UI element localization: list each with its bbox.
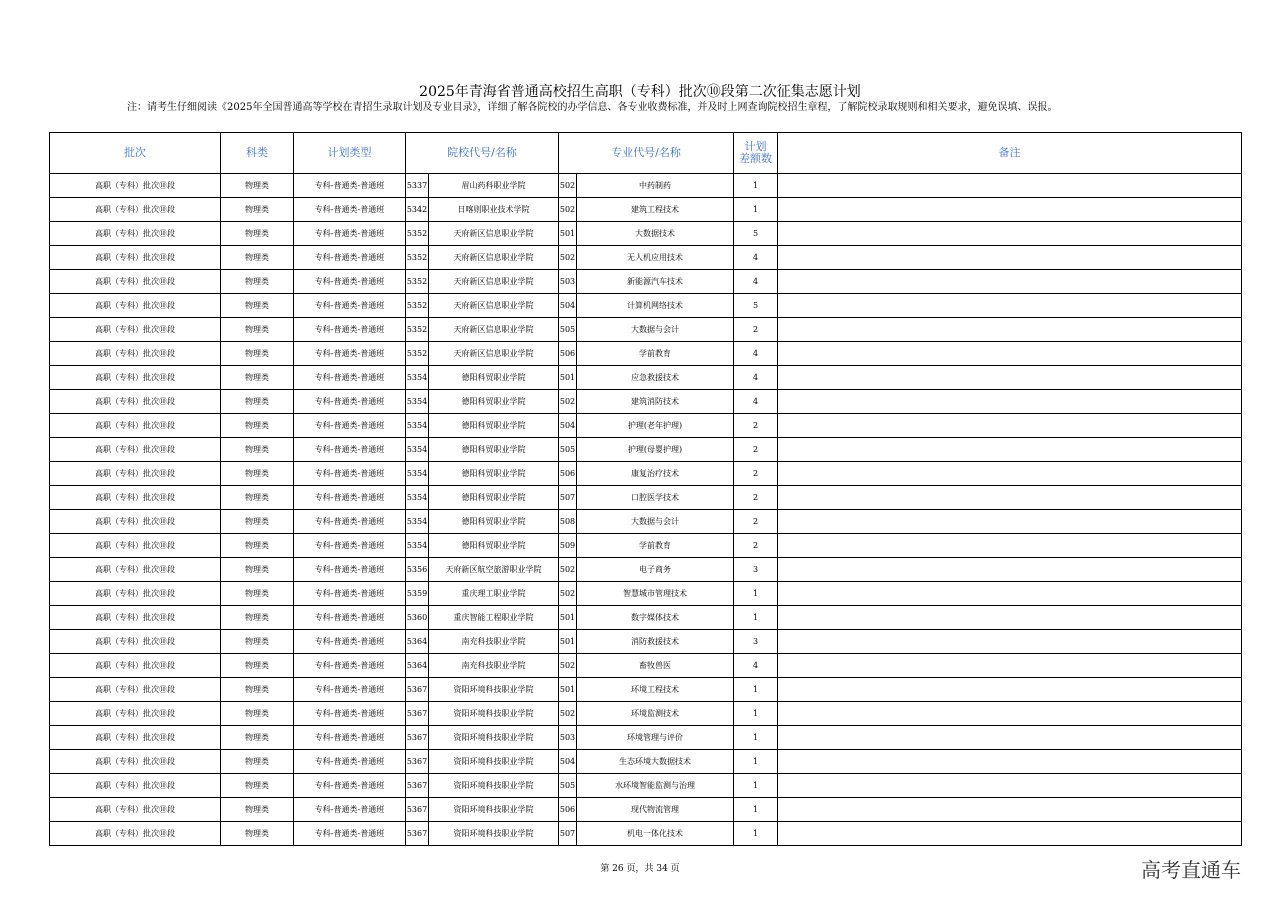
cell-school-code: 5342: [406, 198, 429, 222]
header-school: 院校代号/名称: [406, 133, 559, 174]
cell-school-code: 5354: [406, 486, 429, 510]
cell-remark: [778, 342, 1242, 366]
table-row: [50, 318, 1242, 342]
cell-major-code: 503: [559, 726, 577, 750]
header-quota: [734, 133, 778, 174]
cell-subject: 物理类: [221, 798, 294, 822]
cell-school-name: 重庆智能工程职业学院: [429, 606, 559, 630]
page-footer: 第 26 页，共 34 页: [600, 864, 680, 874]
table-row: [50, 246, 1242, 270]
table-row: [50, 750, 1242, 774]
cell-school-code: 5364: [406, 630, 429, 654]
table-row: [50, 414, 1242, 438]
cell-major-name: 大数据与会计: [577, 510, 734, 534]
cell-batch: 高职（专科）批次⑩段: [50, 750, 221, 774]
table-row: [50, 174, 1242, 198]
cell-school-code: 5337: [406, 174, 429, 198]
cell-school-code: 5354: [406, 414, 429, 438]
cell-school-code: 5364: [406, 654, 429, 678]
cell-major-name: 计算机网络技术: [577, 294, 734, 318]
cell-school-name: 重庆理工职业学院: [429, 582, 559, 606]
cell-plan-type: 专科-普通类-普通班: [294, 270, 406, 294]
cell-quota: 4: [734, 246, 778, 270]
cell-major-code: 502: [559, 702, 577, 726]
cell-remark: [778, 462, 1242, 486]
cell-plan-type: 专科-普通类-普通班: [294, 534, 406, 558]
cell-batch: 高职（专科）批次⑩段: [50, 270, 221, 294]
page-title: 2025年青海省普通高校招生高职（专科）批次⑩段第二次征集志愿计划: [419, 84, 861, 100]
cell-quota: 4: [734, 342, 778, 366]
table-row: [50, 438, 1242, 462]
cell-batch: 高职（专科）批次⑩段: [50, 246, 221, 270]
cell-school-name: 德阳科贸职业学院: [429, 438, 559, 462]
cell-quota: 1: [734, 174, 778, 198]
cell-plan-type: 专科-普通类-普通班: [294, 726, 406, 750]
cell-major-code: 501: [559, 366, 577, 390]
cell-major-name: 护理(老年护理): [577, 414, 734, 438]
cell-major-code: 504: [559, 414, 577, 438]
cell-remark: [778, 798, 1242, 822]
cell-quota: 2: [734, 438, 778, 462]
cell-batch: 高职（专科）批次⑩段: [50, 222, 221, 246]
cell-batch: 高职（专科）批次⑩段: [50, 798, 221, 822]
cell-plan-type: 专科-普通类-普通班: [294, 750, 406, 774]
notice-text: 注：请考生仔细阅读《2025年全国普通高等学校在青招生录取计划及专业目录》，详细了解各院校的办学信息、各专业收费标准，并及时上网查询院校招生章程，了解院校录取规则和相关要求，避免误填、误报。: [127, 102, 1058, 113]
cell-plan-type: 专科-普通类-普通班: [294, 390, 406, 414]
cell-school-name: 资阳环境科技职业学院: [429, 750, 559, 774]
cell-remark: [778, 774, 1242, 798]
cell-major-name: 环境工程技术: [577, 678, 734, 702]
cell-batch: 高职（专科）批次⑩段: [50, 342, 221, 366]
cell-major-name: 机电一体化技术: [577, 822, 734, 846]
table-row: [50, 726, 1242, 750]
cell-remark: [778, 270, 1242, 294]
cell-quota: 3: [734, 558, 778, 582]
table-row: [50, 198, 1242, 222]
cell-plan-type: 专科-普通类-普通班: [294, 630, 406, 654]
cell-school-code: 5352: [406, 318, 429, 342]
cell-plan-type: 专科-普通类-普通班: [294, 606, 406, 630]
cell-major-name: 建筑消防技术: [577, 390, 734, 414]
cell-subject: 物理类: [221, 438, 294, 462]
cell-major-code: 507: [559, 486, 577, 510]
cell-quota: 1: [734, 198, 778, 222]
cell-batch: 高职（专科）批次⑩段: [50, 510, 221, 534]
cell-remark: [778, 438, 1242, 462]
cell-plan-type: 专科-普通类-普通班: [294, 198, 406, 222]
cell-batch: 高职（专科）批次⑩段: [50, 294, 221, 318]
cell-major-name: 生态环境大数据技术: [577, 750, 734, 774]
cell-batch: 高职（专科）批次⑩段: [50, 822, 221, 846]
cell-major-code: 502: [559, 654, 577, 678]
cell-subject: 物理类: [221, 774, 294, 798]
cell-batch: 高职（专科）批次⑩段: [50, 678, 221, 702]
cell-school-name: 资阳环境科技职业学院: [429, 822, 559, 846]
cell-subject: 物理类: [221, 462, 294, 486]
cell-major-code: 505: [559, 318, 577, 342]
table-header-row: [50, 133, 1242, 174]
cell-remark: [778, 582, 1242, 606]
cell-plan-type: 专科-普通类-普通班: [294, 702, 406, 726]
cell-remark: [778, 390, 1242, 414]
cell-major-code: 504: [559, 294, 577, 318]
cell-school-name: 天府新区信息职业学院: [429, 318, 559, 342]
cell-quota: 2: [734, 318, 778, 342]
cell-remark: [778, 222, 1242, 246]
cell-school-name: 资阳环境科技职业学院: [429, 774, 559, 798]
cell-remark: [778, 654, 1242, 678]
cell-batch: 高职（专科）批次⑩段: [50, 726, 221, 750]
header-quota-line2: 差额数: [739, 152, 772, 165]
cell-subject: 物理类: [221, 198, 294, 222]
cell-major-code: 504: [559, 750, 577, 774]
cell-major-name: 护理(母婴护理): [577, 438, 734, 462]
cell-school-name: 天府新区航空旅游职业学院: [429, 558, 559, 582]
cell-batch: 高职（专科）批次⑩段: [50, 462, 221, 486]
cell-school-code: 5367: [406, 822, 429, 846]
cell-school-code: 5360: [406, 606, 429, 630]
cell-major-name: 现代物流管理: [577, 798, 734, 822]
table-row: [50, 558, 1242, 582]
cell-remark: [778, 198, 1242, 222]
cell-plan-type: 专科-普通类-普通班: [294, 678, 406, 702]
cell-plan-type: 专科-普通类-普通班: [294, 174, 406, 198]
cell-quota: 1: [734, 774, 778, 798]
cell-plan-type: 专科-普通类-普通班: [294, 462, 406, 486]
cell-batch: 高职（专科）批次⑩段: [50, 438, 221, 462]
cell-school-name: 德阳科贸职业学院: [429, 366, 559, 390]
cell-remark: [778, 822, 1242, 846]
cell-quota: 3: [734, 630, 778, 654]
cell-major-name: 中药制药: [577, 174, 734, 198]
cell-remark: [778, 630, 1242, 654]
cell-remark: [778, 534, 1242, 558]
cell-school-name: 资阳环境科技职业学院: [429, 798, 559, 822]
cell-school-code: 5367: [406, 678, 429, 702]
cell-batch: 高职（专科）批次⑩段: [50, 366, 221, 390]
cell-major-name: 建筑工程技术: [577, 198, 734, 222]
cell-subject: 物理类: [221, 486, 294, 510]
cell-quota: 1: [734, 678, 778, 702]
cell-subject: 物理类: [221, 750, 294, 774]
cell-plan-type: 专科-普通类-普通班: [294, 366, 406, 390]
cell-major-code: 509: [559, 534, 577, 558]
cell-quota: 2: [734, 486, 778, 510]
cell-major-name: 水环境智能监测与治理: [577, 774, 734, 798]
cell-subject: 物理类: [221, 174, 294, 198]
cell-major-name: 环境监测技术: [577, 702, 734, 726]
table-row: [50, 702, 1242, 726]
cell-plan-type: 专科-普通类-普通班: [294, 246, 406, 270]
cell-school-name: 眉山药科职业学院: [429, 174, 559, 198]
header-remark: 备注: [778, 133, 1242, 174]
cell-major-name: 学前教育: [577, 534, 734, 558]
cell-subject: 物理类: [221, 702, 294, 726]
watermark-logo: 高考直通车: [1141, 858, 1241, 882]
cell-batch: 高职（专科）批次⑩段: [50, 198, 221, 222]
table-row: [50, 822, 1242, 846]
header-subject: 科类: [221, 133, 294, 174]
cell-subject: 物理类: [221, 222, 294, 246]
cell-subject: 物理类: [221, 414, 294, 438]
plan-table: [49, 132, 1242, 846]
header-plan-type: 计划类型: [294, 133, 406, 174]
cell-plan-type: 专科-普通类-普通班: [294, 582, 406, 606]
cell-remark: [778, 606, 1242, 630]
cell-batch: 高职（专科）批次⑩段: [50, 318, 221, 342]
cell-plan-type: 专科-普通类-普通班: [294, 654, 406, 678]
cell-remark: [778, 246, 1242, 270]
cell-major-name: 数字媒体技术: [577, 606, 734, 630]
cell-subject: 物理类: [221, 318, 294, 342]
cell-batch: 高职（专科）批次⑩段: [50, 486, 221, 510]
cell-batch: 高职（专科）批次⑩段: [50, 630, 221, 654]
cell-batch: 高职（专科）批次⑩段: [50, 606, 221, 630]
cell-major-name: 大数据与会计: [577, 318, 734, 342]
cell-major-code: 503: [559, 270, 577, 294]
cell-remark: [778, 510, 1242, 534]
cell-school-name: 资阳环境科技职业学院: [429, 678, 559, 702]
cell-subject: 物理类: [221, 246, 294, 270]
cell-major-code: 501: [559, 606, 577, 630]
cell-quota: 5: [734, 294, 778, 318]
cell-subject: 物理类: [221, 342, 294, 366]
cell-remark: [778, 678, 1242, 702]
cell-remark: [778, 702, 1242, 726]
plan-table-body: [50, 174, 1242, 846]
table-row: [50, 678, 1242, 702]
cell-quota: 4: [734, 654, 778, 678]
cell-quota: 2: [734, 462, 778, 486]
cell-batch: 高职（专科）批次⑩段: [50, 558, 221, 582]
cell-subject: 物理类: [221, 558, 294, 582]
cell-quota: 1: [734, 726, 778, 750]
cell-plan-type: 专科-普通类-普通班: [294, 438, 406, 462]
cell-major-code: 502: [559, 174, 577, 198]
cell-school-name: 天府新区信息职业学院: [429, 294, 559, 318]
cell-major-code: 502: [559, 582, 577, 606]
cell-subject: 物理类: [221, 606, 294, 630]
cell-quota: 1: [734, 798, 778, 822]
cell-remark: [778, 294, 1242, 318]
header-quota-line1: 计划: [744, 140, 767, 153]
cell-subject: 物理类: [221, 822, 294, 846]
cell-major-code: 506: [559, 342, 577, 366]
cell-major-name: 口腔医学技术: [577, 486, 734, 510]
table-row: [50, 342, 1242, 366]
cell-quota: 1: [734, 702, 778, 726]
table-row: [50, 294, 1242, 318]
table-row: [50, 534, 1242, 558]
cell-school-name: 南充科技职业学院: [429, 630, 559, 654]
cell-school-name: 日喀则职业技术学院: [429, 198, 559, 222]
cell-plan-type: 专科-普通类-普通班: [294, 342, 406, 366]
cell-school-code: 5367: [406, 774, 429, 798]
cell-plan-type: 专科-普通类-普通班: [294, 798, 406, 822]
cell-quota: 1: [734, 750, 778, 774]
cell-major-code: 501: [559, 678, 577, 702]
cell-batch: 高职（专科）批次⑩段: [50, 174, 221, 198]
cell-school-code: 5354: [406, 438, 429, 462]
cell-major-name: 无人机应用技术: [577, 246, 734, 270]
cell-school-code: 5367: [406, 726, 429, 750]
cell-major-name: 智慧城市管理技术: [577, 582, 734, 606]
cell-school-code: 5352: [406, 222, 429, 246]
table-row: [50, 630, 1242, 654]
cell-subject: 物理类: [221, 654, 294, 678]
cell-batch: 高职（专科）批次⑩段: [50, 414, 221, 438]
cell-quota: 2: [734, 534, 778, 558]
cell-quota: 4: [734, 390, 778, 414]
cell-major-name: 大数据技术: [577, 222, 734, 246]
cell-major-name: 应急救援技术: [577, 366, 734, 390]
cell-school-name: 天府新区信息职业学院: [429, 246, 559, 270]
table-row: [50, 486, 1242, 510]
cell-quota: 1: [734, 582, 778, 606]
cell-remark: [778, 726, 1242, 750]
cell-subject: 物理类: [221, 270, 294, 294]
cell-remark: [778, 174, 1242, 198]
cell-remark: [778, 558, 1242, 582]
cell-quota: 2: [734, 414, 778, 438]
table-row: [50, 606, 1242, 630]
cell-school-name: 德阳科贸职业学院: [429, 462, 559, 486]
cell-school-code: 5354: [406, 462, 429, 486]
cell-school-name: 资阳环境科技职业学院: [429, 726, 559, 750]
cell-quota: 4: [734, 366, 778, 390]
cell-major-code: 505: [559, 438, 577, 462]
cell-plan-type: 专科-普通类-普通班: [294, 486, 406, 510]
cell-major-code: 506: [559, 462, 577, 486]
cell-plan-type: 专科-普通类-普通班: [294, 510, 406, 534]
cell-school-name: 南充科技职业学院: [429, 654, 559, 678]
table-row: [50, 774, 1242, 798]
cell-school-code: 5354: [406, 534, 429, 558]
cell-major-name: 环境管理与评价: [577, 726, 734, 750]
table-row: [50, 222, 1242, 246]
cell-major-name: 学前教育: [577, 342, 734, 366]
cell-subject: 物理类: [221, 582, 294, 606]
cell-school-code: 5367: [406, 750, 429, 774]
cell-school-code: 5367: [406, 702, 429, 726]
cell-plan-type: 专科-普通类-普通班: [294, 222, 406, 246]
cell-major-name: 新能源汽车技术: [577, 270, 734, 294]
cell-plan-type: 专科-普通类-普通班: [294, 558, 406, 582]
cell-school-name: 德阳科贸职业学院: [429, 414, 559, 438]
header-batch: 批次: [50, 133, 221, 174]
cell-plan-type: 专科-普通类-普通班: [294, 774, 406, 798]
cell-batch: 高职（专科）批次⑩段: [50, 702, 221, 726]
cell-school-name: 天府新区信息职业学院: [429, 270, 559, 294]
cell-plan-type: 专科-普通类-普通班: [294, 318, 406, 342]
cell-major-code: 506: [559, 798, 577, 822]
table-row: [50, 270, 1242, 294]
cell-plan-type: 专科-普通类-普通班: [294, 294, 406, 318]
cell-school-name: 天府新区信息职业学院: [429, 342, 559, 366]
table-row: [50, 654, 1242, 678]
cell-subject: 物理类: [221, 726, 294, 750]
cell-quota: 1: [734, 606, 778, 630]
cell-plan-type: 专科-普通类-普通班: [294, 414, 406, 438]
cell-subject: 物理类: [221, 630, 294, 654]
cell-subject: 物理类: [221, 678, 294, 702]
table-row: [50, 390, 1242, 414]
cell-quota: 5: [734, 222, 778, 246]
cell-remark: [778, 366, 1242, 390]
cell-batch: 高职（专科）批次⑩段: [50, 654, 221, 678]
cell-major-name: 畜牧兽医: [577, 654, 734, 678]
cell-major-name: 消防救援技术: [577, 630, 734, 654]
table-row: [50, 366, 1242, 390]
cell-batch: 高职（专科）批次⑩段: [50, 390, 221, 414]
cell-school-name: 天府新区信息职业学院: [429, 222, 559, 246]
cell-school-code: 5352: [406, 270, 429, 294]
cell-batch: 高职（专科）批次⑩段: [50, 534, 221, 558]
cell-subject: 物理类: [221, 534, 294, 558]
cell-school-code: 5367: [406, 798, 429, 822]
cell-major-code: 507: [559, 822, 577, 846]
cell-batch: 高职（专科）批次⑩段: [50, 774, 221, 798]
cell-school-code: 5354: [406, 366, 429, 390]
cell-quota: 2: [734, 510, 778, 534]
cell-school-name: 德阳科贸职业学院: [429, 534, 559, 558]
cell-major-name: 康复治疗技术: [577, 462, 734, 486]
cell-quota: 1: [734, 822, 778, 846]
cell-school-code: 5352: [406, 246, 429, 270]
cell-school-name: 德阳科贸职业学院: [429, 510, 559, 534]
cell-school-name: 德阳科贸职业学院: [429, 486, 559, 510]
cell-school-name: 资阳环境科技职业学院: [429, 702, 559, 726]
header-major: 专业代号/名称: [559, 133, 734, 174]
cell-subject: 物理类: [221, 510, 294, 534]
cell-major-code: 501: [559, 222, 577, 246]
cell-school-code: 5354: [406, 510, 429, 534]
table-row: [50, 510, 1242, 534]
cell-major-name: 电子商务: [577, 558, 734, 582]
table-row: [50, 798, 1242, 822]
cell-school-code: 5359: [406, 582, 429, 606]
cell-batch: 高职（专科）批次⑩段: [50, 582, 221, 606]
cell-subject: 物理类: [221, 294, 294, 318]
cell-subject: 物理类: [221, 390, 294, 414]
cell-school-code: 5352: [406, 342, 429, 366]
cell-remark: [778, 486, 1242, 510]
cell-school-code: 5354: [406, 390, 429, 414]
cell-major-code: 502: [559, 558, 577, 582]
cell-major-code: 505: [559, 774, 577, 798]
table-row: [50, 462, 1242, 486]
cell-quota: 4: [734, 270, 778, 294]
cell-major-code: 508: [559, 510, 577, 534]
cell-remark: [778, 750, 1242, 774]
cell-subject: 物理类: [221, 366, 294, 390]
cell-school-name: 德阳科贸职业学院: [429, 390, 559, 414]
cell-major-code: 502: [559, 198, 577, 222]
table-row: [50, 582, 1242, 606]
cell-major-code: 502: [559, 390, 577, 414]
cell-remark: [778, 318, 1242, 342]
cell-major-code: 501: [559, 630, 577, 654]
cell-remark: [778, 414, 1242, 438]
cell-plan-type: 专科-普通类-普通班: [294, 822, 406, 846]
cell-major-code: 502: [559, 246, 577, 270]
cell-school-code: 5356: [406, 558, 429, 582]
cell-school-code: 5352: [406, 294, 429, 318]
